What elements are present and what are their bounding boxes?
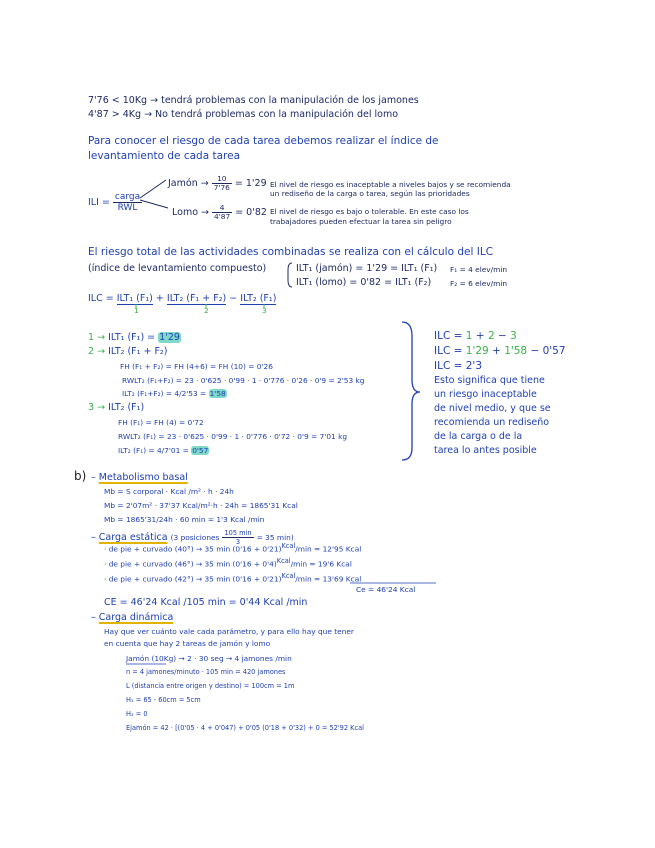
- para1-line-1: Para conocer el riesgo de cada tarea debemos realizar el índice de: [88, 135, 439, 147]
- step-2-line-1: FH (F₁ + F₂) = FH (4+6) = FH (10) = 0'26: [120, 362, 273, 371]
- ilc-summary-result: ILC = 2'3: [434, 360, 482, 372]
- carga-estatica-sub-end: = 35 min): [256, 533, 294, 542]
- ilc-term-3: ILT₂ (F₁): [240, 293, 277, 304]
- section-b-label: b): [74, 469, 87, 483]
- intro-line-1: 7'76 < 10Kg → tendrá problemas con la manipulación de los jamones: [88, 95, 419, 106]
- row-3-text: · de pie + curvado (42°) → 35 min (0'16 + 0'21): [104, 574, 282, 584]
- ili-lomo-num: 4: [212, 204, 232, 213]
- step-3-line-3-text: ILT₂ (F₁) = 4/7'01 =: [118, 446, 192, 455]
- carga-estatica-title: Carga estática: [98, 532, 168, 543]
- ilc-summary-2-c: 1'58: [504, 345, 528, 357]
- ili-jamon-text-1: El nivel de riesgo es inaceptable a niveles bajos y se recomienda: [270, 180, 511, 189]
- ili-lomo-text-2: trabajadores pueden efectuar la tarea sin peligro: [270, 217, 452, 226]
- step-2-line-2: RWLT₂ (F₁+F₂) = 23 · 0'625 · 0'99 · 1 · 0'776 · 0'26 · 0'9 = 2'53 kg: [122, 376, 365, 385]
- ilt-brace: [288, 263, 292, 287]
- row-1-end: /min = 12'95 Kcal: [295, 544, 362, 554]
- para2-line-1: El riesgo total de las actividades combinadas se realiza con el cálculo del ILC: [88, 246, 494, 258]
- para2-ilt1-lomo: ILT₁ (lomo) = 0'82 = ILT₁ (F₂): [296, 277, 432, 288]
- row-1-unit: Kcal: [281, 542, 296, 550]
- ili-label: ILI =: [88, 197, 110, 208]
- ili-jamon-num: 10: [212, 175, 232, 184]
- jamon-n: n = 4 jamones/minuto · 105 min = 420 jamones: [126, 668, 286, 676]
- carga-dinamica-title: Carga dinámica: [98, 612, 174, 623]
- ili-denominator: RWL: [117, 203, 138, 213]
- ilc-minus: −: [229, 293, 238, 304]
- ilc-term-1: ILT₁ (F₁): [116, 293, 153, 304]
- carga-dinamica-line-1: Hay que ver cuánto vale cada parámetro, y para ello hay que tener: [104, 627, 354, 636]
- ilc-summary-term-3: 3: [510, 330, 517, 342]
- row-2-text: · de pie + curvado (46°) → 35 min (0'16 + 0'4): [104, 559, 277, 569]
- mb-formula-3: Mb = 1865'31/24h · 60 min = 1'3 Kcal /min: [104, 515, 265, 524]
- ili-lomo-text-1: El nivel de riesgo es bajo o tolerable. En este caso los: [270, 207, 469, 216]
- step-3-text: ILT₂ (F₁): [108, 402, 145, 413]
- step-3-line-1: FH (F₁) = FH (4) = 0'72: [118, 418, 204, 427]
- row-2-unit: Kcal: [276, 557, 291, 565]
- step-2-value: 1'58: [209, 389, 226, 398]
- para2-ilt1-jamon: ILT₁ (jamón) = 1'29 = ILT₁ (F₁): [296, 263, 438, 274]
- ilc-term-ticks: [136, 304, 264, 308]
- ili-jamon-text-2: un rediseño de la carga o tarea, según las prioridades: [270, 189, 470, 198]
- ilc-term-2: ILT₂ (F₁ + F₂): [166, 293, 227, 304]
- ilc-summary-2-rest: − 0'57: [527, 345, 566, 357]
- step-3-number: 3 →: [88, 402, 106, 413]
- ilc-summary-prefix: ILC =: [434, 330, 466, 342]
- carga-dinamica-line-2: en cuenta que hay 2 tareas de jamón y lomo: [104, 639, 271, 648]
- para2-f1: F₁ = 4 elev/min: [450, 265, 508, 274]
- jamon-h1: H₁ = 65 - 60cm = 5cm: [126, 696, 201, 704]
- ilc-conclusion-2: un riesgo inaceptable: [434, 389, 537, 400]
- step-3-line-2: RWLT₂ (F₁) = 23 · 0'625 · 0'99 · 1 · 0'776 · 0'72 · 0'9 = 7'01 kg: [118, 432, 348, 441]
- carga-estatica-sub: (3 posiciones: [170, 533, 220, 542]
- para1-line-2: levantamiento de cada tarea: [88, 150, 241, 162]
- mb-formula-2: Mb = 2'07m² · 37'37 Kcal/m²·h · 24h = 1865'31 Kcal: [104, 501, 298, 510]
- ilc-summary-minus: −: [494, 330, 511, 342]
- ilc-summary-2-plus: +: [488, 345, 505, 357]
- ili-lomo-label: Lomo →: [172, 207, 209, 218]
- jamon-rate: Jamón (10Kg) → 2 · 30 seg → 4 jamones /min: [126, 654, 292, 663]
- ilc-summary-term-2: 2: [487, 330, 495, 342]
- carga-estatica-dash: –: [91, 532, 96, 543]
- step-1-text: ILT₁ (F₁) =: [108, 332, 159, 343]
- branch-down-line: [140, 200, 168, 208]
- step-2-text: ILT₂ (F₁ + F₂): [108, 346, 168, 357]
- ili-lomo-result: = 0'82: [235, 207, 267, 218]
- row-3-end: /min = 13'69 Kcal: [295, 574, 362, 584]
- ilc-summary-2-a: 1'29: [465, 345, 489, 357]
- ili-lomo-den: 4'87: [214, 212, 231, 221]
- carga-dinamica-dash: –: [91, 612, 96, 623]
- ilc-formula-prefix: ILC =: [88, 293, 114, 304]
- step-2-line-3-text: ILT₂ (F₁+F₂) = 4/2'53 =: [122, 389, 209, 398]
- step-1-number: 1 →: [88, 332, 106, 343]
- ilc-summary-2-prefix: ILC =: [434, 345, 466, 357]
- branch-up-line: [140, 180, 166, 198]
- intro-line-2: 4'87 > 4Kg → No tendrá problemas con la manipulación del lomo: [88, 109, 399, 120]
- ilc-conclusion-5: de la carga o de la: [434, 431, 523, 442]
- mb-formula-1: Mb = S corporal · Kcal /m² · h · 24h: [104, 487, 234, 496]
- carga-estatica-frac-num: 105 min: [224, 529, 252, 537]
- jamon-L: L (distancia entre origen y destino) = 100cm = 1m: [126, 682, 295, 690]
- ilc-conclusion-4: recomienda un rediseño: [434, 417, 550, 428]
- step-1-value: 1'29: [159, 332, 180, 343]
- ili-jamon-label: Jamón →: [168, 178, 209, 189]
- ilc-conclusion-1: Esto significa que tiene: [434, 375, 545, 386]
- ilc-term-2-number: 2: [204, 306, 209, 315]
- ilc-term-1-number: 1: [134, 306, 139, 315]
- ilc-conclusion-6: tarea lo antes posible: [434, 445, 537, 456]
- ce-sum: Ce = 46'24 Kcal: [356, 585, 416, 594]
- row-3-unit: Kcal: [281, 572, 296, 580]
- ili-numerator: carga: [114, 192, 141, 202]
- ilc-conclusion-3: de nivel medio, y que se: [434, 403, 551, 414]
- metabolismo-basal-title: Metabolismo basal: [98, 472, 188, 483]
- summary-brace: [402, 322, 420, 460]
- step-3-value: 0'57: [192, 446, 209, 455]
- row-1-text: · de pie + curvado (40°) → 35 min (0'16 + 0'21): [104, 544, 282, 554]
- section-b-dash: –: [91, 472, 96, 483]
- step-2-number: 2 →: [88, 346, 106, 357]
- jamon-energy: Ejamón = 42 · [(0'05 · 4 + 0'047) + 0'05 (0'18 + 0'32) + 0 = 52'92 Kcal: [126, 724, 364, 732]
- ili-jamon-den: 7'76: [213, 183, 230, 192]
- carga-estatica-frac-den: 3: [235, 538, 241, 546]
- para2-f2: F₂ = 6 elev/min: [450, 279, 508, 288]
- para2-line-2: (índice de levantamiento compuesto): [88, 263, 267, 274]
- ce-final: CE = 46'24 Kcal /105 min = 0'44 Kcal /min: [104, 597, 308, 608]
- ilc-summary-term-1: 1: [465, 330, 473, 342]
- ilc-plus: +: [155, 293, 164, 304]
- row-2-end: /min = 19'6 Kcal: [290, 559, 352, 569]
- ilc-summary-plus: +: [472, 330, 488, 342]
- ili-jamon-result: = 1'29: [234, 178, 267, 189]
- ilc-term-3-number: 3: [262, 306, 267, 315]
- jamon-h2: H₂ = 0: [126, 710, 148, 718]
